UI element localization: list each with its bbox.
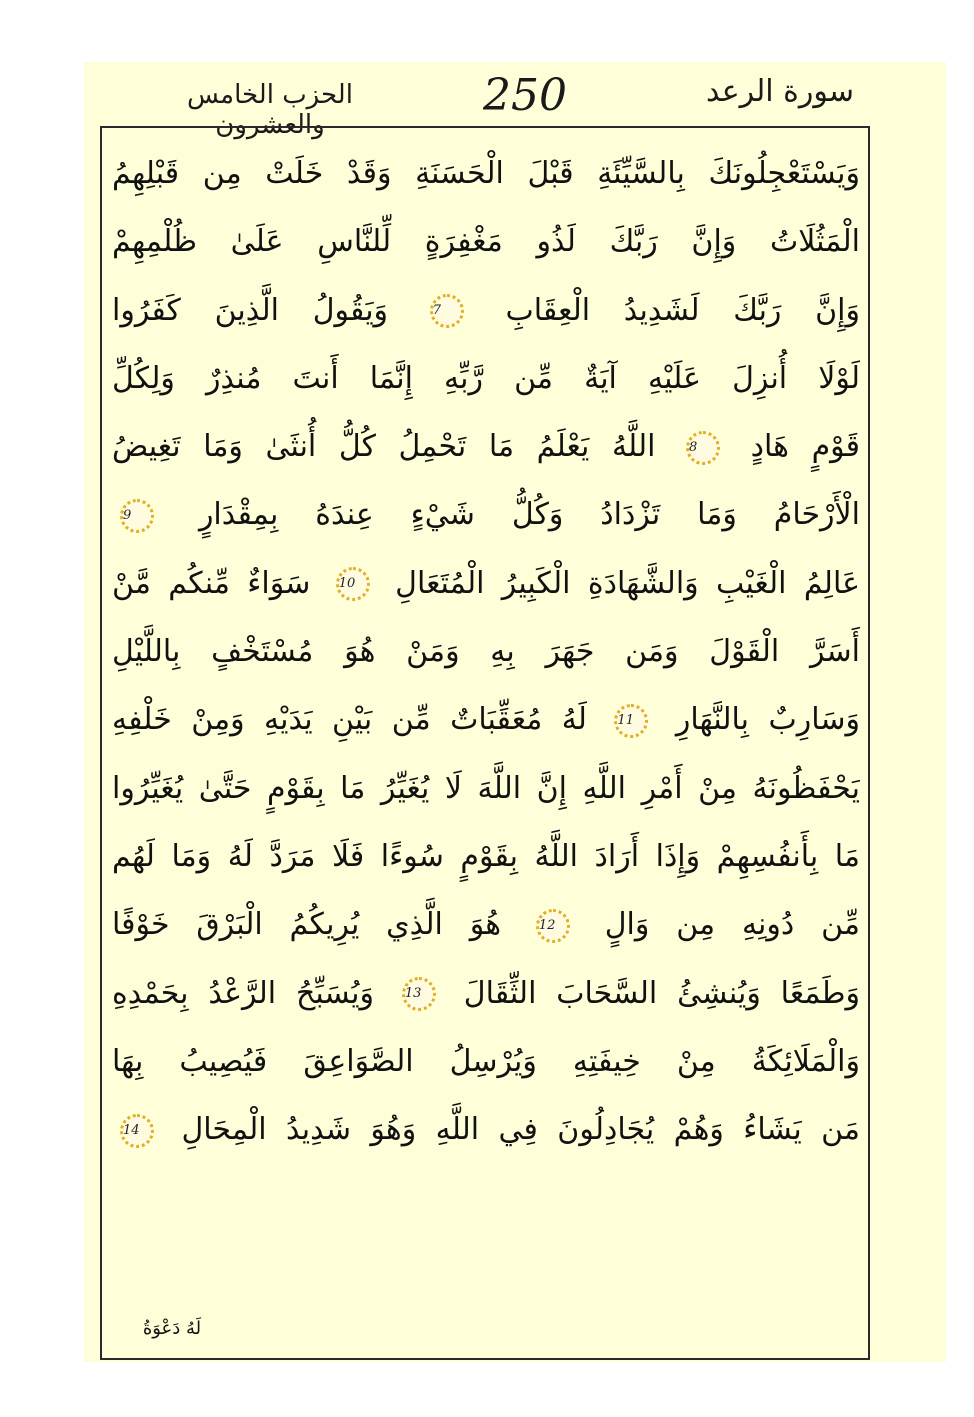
verse-line [112, 413, 860, 481]
verse-line [112, 823, 860, 891]
verse-text: اللَّهُ يَعْلَمُ مَا تَحْمِلُ كُلُّ أُنثَىٰ وَمَا تَغِيضُ [112, 429, 656, 465]
verse-text: لَهُ مُعَقِّبَاتٌ مِّن بَيْنِ يَدَيْهِ وَمِنْ خَلْفِهِ [112, 702, 587, 738]
ayah-number-marker: 13 [402, 977, 436, 1011]
verse-line [112, 960, 860, 1028]
ayah-number-marker: 8 [686, 431, 720, 465]
verse-text: هُوَ الَّذِي يُرِيكُمُ الْبَرْقَ خَوْفًا [112, 907, 502, 943]
verse-line [112, 140, 860, 208]
verse-line [112, 1028, 860, 1096]
verse-text: مَا بِأَنفُسِهِمْ وَإِذَا أَرَادَ اللَّهُ بِقَوْمٍ سُوءًا فَلَا مَرَدَّ لَهُ وَمَا لَهُم [112, 838, 860, 874]
ayah-number-marker: 10 [336, 567, 370, 601]
verse-text: الْمَثُلَاتُ وَإِنَّ رَبَّكَ لَذُو مَغْفِرَةٍ لِّلنَّاسِ عَلَىٰ ظُلْمِهِمْ [112, 224, 860, 260]
surah-title: سورة الرعد [705, 74, 855, 109]
verse-text: لَوْلَا أُنزِلَ عَلَيْهِ آيَةٌ مِّن رَّبِّهِ إِنَّمَا أَنتَ مُنذِرٌ وَلِكُلِّ [112, 360, 860, 396]
page-number: 250 [483, 70, 567, 121]
verse-text: وَإِنَّ رَبَّكَ لَشَدِيدُ الْعِقَابِ [505, 292, 860, 328]
verse-text: قَوْمٍ هَادٍ [750, 429, 860, 465]
verse-text: وَسَارِبٌ بِالنَّهَارِ [675, 702, 860, 738]
verse-text: أَسَرَّ الْقَوْلَ وَمَن جَهَرَ بِهِ وَمَنْ هُوَ مُسْتَخْفٍ بِاللَّيْلِ [112, 634, 860, 670]
verse-text: يَحْفَظُونَهُ مِنْ أَمْرِ اللَّهِ إِنَّ اللَّهَ لَا يُغَيِّرُ مَا بِقَوْمٍ حَتَّىٰ يُغَيِّرُوا [112, 770, 860, 806]
verse-line [112, 618, 860, 686]
verse-line [112, 550, 860, 618]
verse-text: مَن يَشَاءُ وَهُمْ يُجَادِلُونَ فِي اللَّهِ وَهُوَ شَدِيدُ الْمِحَالِ [181, 1112, 860, 1148]
verse-text: وَطَمَعًا وَيُنشِئُ السَّحَابَ الثِّقَالَ [463, 975, 860, 1011]
verse-lines [112, 140, 860, 1164]
ayah-number-marker: 7 [430, 294, 464, 328]
verse-text: وَيُسَبِّحُ الرَّعْدُ بِحَمْدِهِ [112, 975, 374, 1011]
verse-line [112, 891, 860, 959]
verse-text: الْأَرْحَامُ وَمَا تَزْدَادُ وَكُلُّ شَيْءٍ عِندَهُ بِمِقْدَارٍ [198, 497, 860, 533]
verse-text: عَالِمُ الْغَيْبِ وَالشَّهَادَةِ الْكَبِيرُ الْمُتَعَالِ [395, 565, 860, 601]
verse-line [112, 755, 860, 823]
ayah-number-marker: 12 [536, 909, 570, 943]
verse-text: وَالْمَلَائِكَةُ مِنْ خِيفَتِهِ وَيُرْسِلُ الصَّوَاعِقَ فَيُصِيبُ بِهَا [112, 1043, 860, 1079]
verse-text: مِّن دُونِهِ مِن وَالٍ [604, 907, 860, 943]
verse-line [112, 481, 860, 549]
verse-line [112, 686, 860, 754]
page-header [150, 70, 870, 140]
ayah-number-marker: 11 [614, 704, 648, 738]
verse-text: وَيَقُولُ الَّذِينَ كَفَرُوا [112, 292, 389, 328]
verse-line [112, 345, 860, 413]
verse-text: سَوَاءٌ مِّنكُم مَّنْ [112, 565, 311, 601]
ayah-number-marker: 9 [120, 499, 154, 533]
hizb-label: الحزب الخامس والعشرون [187, 80, 353, 140]
verse-line [112, 277, 860, 345]
catchword: لَهُ دَعْوَةُ [142, 1318, 202, 1339]
ayah-number-marker: 14 [120, 1114, 154, 1148]
verse-line [112, 208, 860, 276]
verse-text: وَيَسْتَعْجِلُونَكَ بِالسَّيِّئَةِ قَبْلَ الْحَسَنَةِ وَقَدْ خَلَتْ مِن قَبْلِهِمُ [112, 156, 860, 191]
verse-line [112, 1096, 860, 1164]
